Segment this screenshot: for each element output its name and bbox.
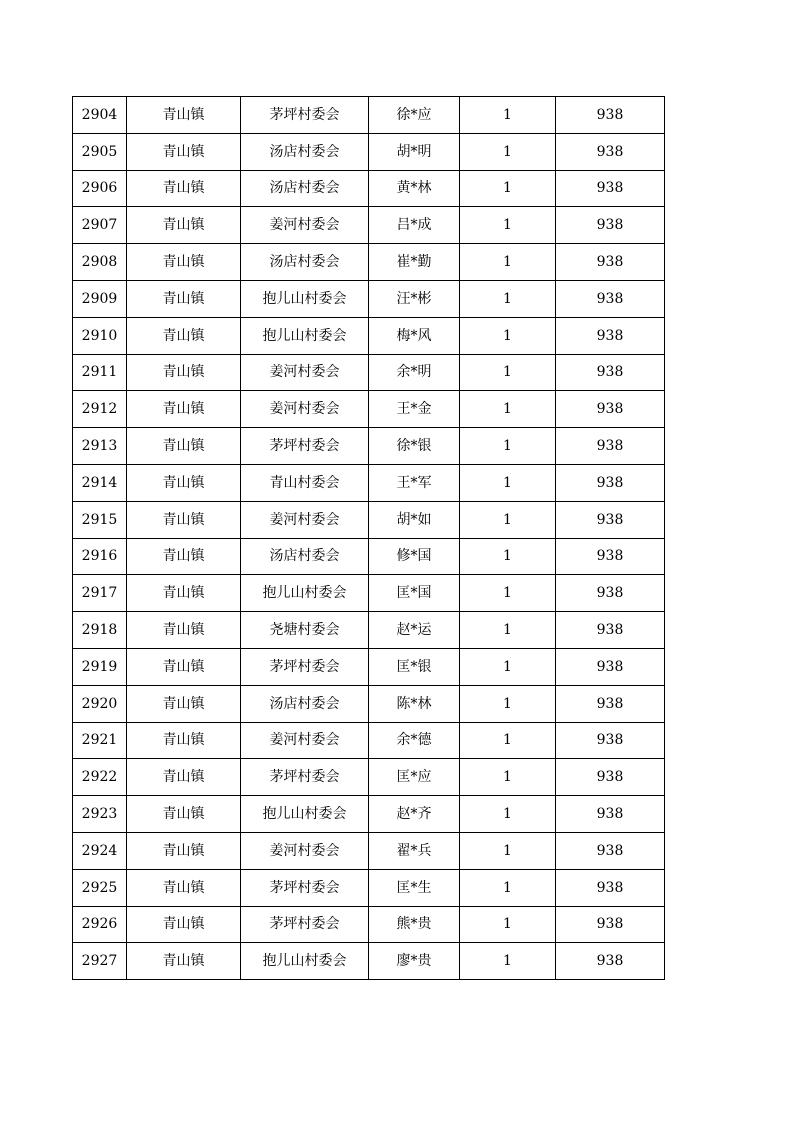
name-cell: 胡*明 <box>369 133 460 170</box>
row-number-cell: 2922 <box>73 759 127 796</box>
row-number-cell: 2921 <box>73 722 127 759</box>
town-cell: 青山镇 <box>127 685 241 722</box>
row-number-cell: 2909 <box>73 280 127 317</box>
row-number-cell: 2904 <box>73 97 127 134</box>
amount-cell: 938 <box>556 575 665 612</box>
table-row <box>73 317 665 354</box>
town-cell: 青山镇 <box>127 648 241 685</box>
town-cell: 青山镇 <box>127 391 241 428</box>
subsidy-roster-table <box>72 96 665 980</box>
table-row <box>73 280 665 317</box>
village-committee-cell: 尧塘村委会 <box>241 612 369 649</box>
town-cell: 青山镇 <box>127 280 241 317</box>
village-committee-cell: 茅坪村委会 <box>241 906 369 943</box>
table-row <box>73 428 665 465</box>
count-cell: 1 <box>460 170 556 207</box>
count-cell: 1 <box>460 869 556 906</box>
count-cell: 1 <box>460 759 556 796</box>
village-committee-cell: 姜河村委会 <box>241 207 369 244</box>
amount-cell: 938 <box>556 685 665 722</box>
name-cell: 赵*运 <box>369 612 460 649</box>
amount-cell: 938 <box>556 207 665 244</box>
row-number-cell: 2908 <box>73 244 127 281</box>
village-committee-cell: 茅坪村委会 <box>241 97 369 134</box>
village-committee-cell: 汤店村委会 <box>241 538 369 575</box>
count-cell: 1 <box>460 943 556 980</box>
name-cell: 崔*勤 <box>369 244 460 281</box>
count-cell: 1 <box>460 832 556 869</box>
amount-cell: 938 <box>556 170 665 207</box>
village-committee-cell: 抱儿山村委会 <box>241 943 369 980</box>
town-cell: 青山镇 <box>127 317 241 354</box>
table-row <box>73 170 665 207</box>
village-committee-cell: 抱儿山村委会 <box>241 317 369 354</box>
name-cell: 修*国 <box>369 538 460 575</box>
table-row <box>73 133 665 170</box>
name-cell: 匡*国 <box>369 575 460 612</box>
town-cell: 青山镇 <box>127 796 241 833</box>
count-cell: 1 <box>460 501 556 538</box>
village-committee-cell: 茅坪村委会 <box>241 648 369 685</box>
name-cell: 徐*应 <box>369 97 460 134</box>
row-number-cell: 2926 <box>73 906 127 943</box>
town-cell: 青山镇 <box>127 207 241 244</box>
row-number-cell: 2918 <box>73 612 127 649</box>
table-row <box>73 391 665 428</box>
row-number-cell: 2913 <box>73 428 127 465</box>
village-committee-cell: 汤店村委会 <box>241 170 369 207</box>
count-cell: 1 <box>460 685 556 722</box>
count-cell: 1 <box>460 612 556 649</box>
count-cell: 1 <box>460 244 556 281</box>
amount-cell: 938 <box>556 280 665 317</box>
count-cell: 1 <box>460 428 556 465</box>
table-row <box>73 464 665 501</box>
amount-cell: 938 <box>556 391 665 428</box>
name-cell: 王*金 <box>369 391 460 428</box>
amount-cell: 938 <box>556 428 665 465</box>
town-cell: 青山镇 <box>127 943 241 980</box>
row-number-cell: 2923 <box>73 796 127 833</box>
amount-cell: 938 <box>556 317 665 354</box>
table-row <box>73 685 665 722</box>
count-cell: 1 <box>460 354 556 391</box>
amount-cell: 938 <box>556 832 665 869</box>
amount-cell: 938 <box>556 906 665 943</box>
table-row <box>73 501 665 538</box>
town-cell: 青山镇 <box>127 97 241 134</box>
village-committee-cell: 抱儿山村委会 <box>241 796 369 833</box>
town-cell: 青山镇 <box>127 538 241 575</box>
village-committee-cell: 姜河村委会 <box>241 832 369 869</box>
row-number-cell: 2916 <box>73 538 127 575</box>
town-cell: 青山镇 <box>127 759 241 796</box>
table-row <box>73 648 665 685</box>
name-cell: 余*德 <box>369 722 460 759</box>
count-cell: 1 <box>460 575 556 612</box>
table-row <box>73 832 665 869</box>
amount-cell: 938 <box>556 759 665 796</box>
name-cell: 匡*银 <box>369 648 460 685</box>
table-row <box>73 759 665 796</box>
table-row <box>73 354 665 391</box>
town-cell: 青山镇 <box>127 869 241 906</box>
amount-cell: 938 <box>556 244 665 281</box>
row-number-cell: 2906 <box>73 170 127 207</box>
count-cell: 1 <box>460 906 556 943</box>
count-cell: 1 <box>460 796 556 833</box>
village-committee-cell: 汤店村委会 <box>241 133 369 170</box>
count-cell: 1 <box>460 538 556 575</box>
village-committee-cell: 茅坪村委会 <box>241 428 369 465</box>
town-cell: 青山镇 <box>127 722 241 759</box>
name-cell: 吕*成 <box>369 207 460 244</box>
row-number-cell: 2924 <box>73 832 127 869</box>
village-committee-cell: 姜河村委会 <box>241 391 369 428</box>
name-cell: 汪*彬 <box>369 280 460 317</box>
count-cell: 1 <box>460 722 556 759</box>
village-committee-cell: 青山村委会 <box>241 464 369 501</box>
name-cell: 徐*银 <box>369 428 460 465</box>
village-committee-cell: 抱儿山村委会 <box>241 280 369 317</box>
town-cell: 青山镇 <box>127 906 241 943</box>
count-cell: 1 <box>460 648 556 685</box>
name-cell: 匡*生 <box>369 869 460 906</box>
table-row <box>73 612 665 649</box>
row-number-cell: 2919 <box>73 648 127 685</box>
name-cell: 黄*林 <box>369 170 460 207</box>
amount-cell: 938 <box>556 943 665 980</box>
name-cell: 梅*风 <box>369 317 460 354</box>
amount-cell: 938 <box>556 501 665 538</box>
name-cell: 余*明 <box>369 354 460 391</box>
count-cell: 1 <box>460 464 556 501</box>
town-cell: 青山镇 <box>127 428 241 465</box>
village-committee-cell: 姜河村委会 <box>241 354 369 391</box>
row-number-cell: 2911 <box>73 354 127 391</box>
amount-cell: 938 <box>556 722 665 759</box>
town-cell: 青山镇 <box>127 354 241 391</box>
table-row <box>73 869 665 906</box>
table-row <box>73 906 665 943</box>
count-cell: 1 <box>460 317 556 354</box>
village-committee-cell: 汤店村委会 <box>241 244 369 281</box>
amount-cell: 938 <box>556 538 665 575</box>
village-committee-cell: 姜河村委会 <box>241 501 369 538</box>
row-number-cell: 2907 <box>73 207 127 244</box>
table-row <box>73 97 665 134</box>
amount-cell: 938 <box>556 796 665 833</box>
name-cell: 赵*齐 <box>369 796 460 833</box>
table-row <box>73 538 665 575</box>
amount-cell: 938 <box>556 869 665 906</box>
town-cell: 青山镇 <box>127 501 241 538</box>
amount-cell: 938 <box>556 97 665 134</box>
row-number-cell: 2915 <box>73 501 127 538</box>
table-row <box>73 207 665 244</box>
village-committee-cell: 茅坪村委会 <box>241 759 369 796</box>
amount-cell: 938 <box>556 464 665 501</box>
row-number-cell: 2917 <box>73 575 127 612</box>
row-number-cell: 2914 <box>73 464 127 501</box>
count-cell: 1 <box>460 391 556 428</box>
amount-cell: 938 <box>556 612 665 649</box>
count-cell: 1 <box>460 97 556 134</box>
table-row <box>73 943 665 980</box>
document-page <box>72 96 665 980</box>
village-committee-cell: 姜河村委会 <box>241 722 369 759</box>
village-committee-cell: 茅坪村委会 <box>241 869 369 906</box>
count-cell: 1 <box>460 133 556 170</box>
name-cell: 翟*兵 <box>369 832 460 869</box>
amount-cell: 938 <box>556 354 665 391</box>
name-cell: 胡*如 <box>369 501 460 538</box>
town-cell: 青山镇 <box>127 464 241 501</box>
row-number-cell: 2910 <box>73 317 127 354</box>
count-cell: 1 <box>460 207 556 244</box>
name-cell: 匡*应 <box>369 759 460 796</box>
village-committee-cell: 抱儿山村委会 <box>241 575 369 612</box>
row-number-cell: 2927 <box>73 943 127 980</box>
amount-cell: 938 <box>556 133 665 170</box>
table-row <box>73 575 665 612</box>
village-committee-cell: 汤店村委会 <box>241 685 369 722</box>
row-number-cell: 2920 <box>73 685 127 722</box>
table-row <box>73 244 665 281</box>
town-cell: 青山镇 <box>127 612 241 649</box>
town-cell: 青山镇 <box>127 832 241 869</box>
name-cell: 王*军 <box>369 464 460 501</box>
table-row <box>73 796 665 833</box>
name-cell: 熊*贵 <box>369 906 460 943</box>
count-cell: 1 <box>460 280 556 317</box>
table-row <box>73 722 665 759</box>
name-cell: 陈*林 <box>369 685 460 722</box>
town-cell: 青山镇 <box>127 133 241 170</box>
name-cell: 廖*贵 <box>369 943 460 980</box>
town-cell: 青山镇 <box>127 244 241 281</box>
town-cell: 青山镇 <box>127 170 241 207</box>
amount-cell: 938 <box>556 648 665 685</box>
row-number-cell: 2905 <box>73 133 127 170</box>
row-number-cell: 2925 <box>73 869 127 906</box>
table-body <box>73 97 665 980</box>
town-cell: 青山镇 <box>127 575 241 612</box>
row-number-cell: 2912 <box>73 391 127 428</box>
